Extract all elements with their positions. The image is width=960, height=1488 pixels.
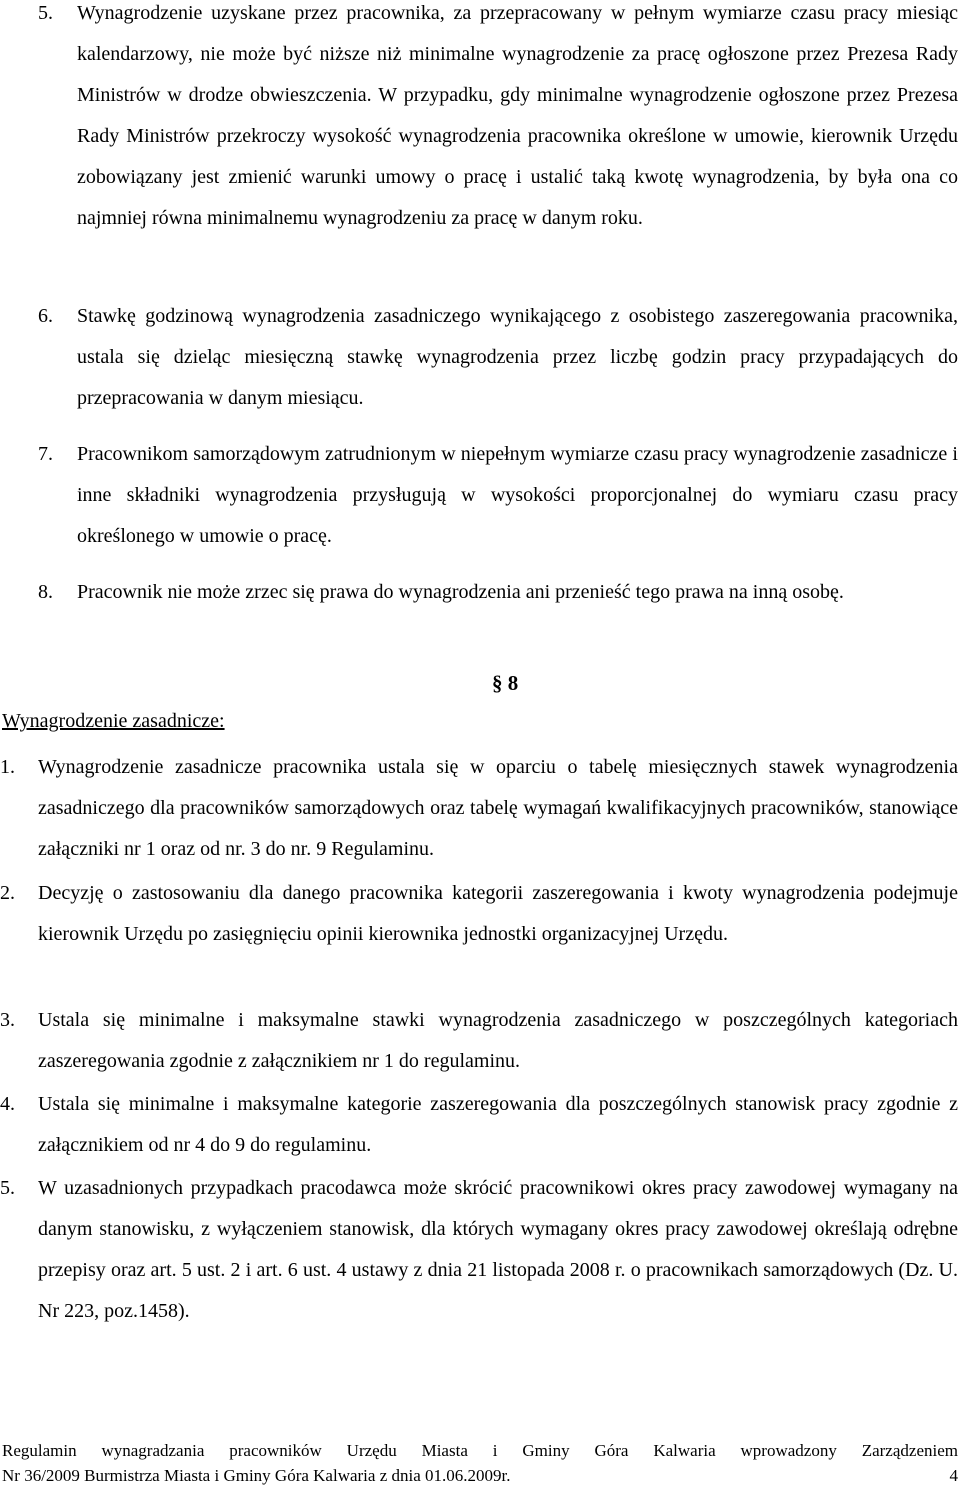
item-number: 2.: [0, 882, 15, 904]
item-text: Stawkę godzinową wynagrodzenia zasadniczego wynikającego z osobistego zaszeregowania pracownika, ustala się dzieląc miesięczną stawkę wynagrodzenia przez liczbę godzin pracy przypadających do przepracowania w danym miesiącu.: [77, 305, 958, 409]
item-number: 7.: [38, 443, 53, 465]
item-text: Wynagrodzenie uzyskane przez pracownika, za przepracowany w pełnym wymiarze czasu pracy miesiąc kalendarzowy, nie może być niższe niż minimalne wynagrodzenie za pracę ogłoszone przez Prezesa Rady Ministrów w drodze obwieszczenia. W przypadku, gdy minimalne wynagrodzenie ogłoszone przez Prezesa Rady Ministrów przekroczy wysokość wynagrodzenia pracownika określone w umowie, kierownik Urzędu zobowiązany jest zmienić warunki umowy o pracę i ustalić taką kwotę wynagrodzenia, by była ona co najmniej równa minimalnemu wynagrodzeniu za pracę w danym roku.: [77, 2, 958, 229]
item-number: 6.: [38, 305, 53, 327]
list-item: [38, 296, 958, 419]
item-number: 4.: [0, 1093, 15, 1115]
item-number: 8.: [38, 581, 53, 603]
item-number: 3.: [0, 1009, 15, 1031]
section-mark: § 8: [492, 671, 519, 695]
list-item: [38, 572, 958, 613]
item-text: Ustala się minimalne i maksymalne kategorie zaszeregowania dla poszczególnych stanowisk pracy zgodnie z załącznikiem od nr 4 do 9 do regulaminu.: [38, 1093, 958, 1156]
list-item: [38, 0, 958, 239]
item-text: Pracownik nie może zrzec się prawa do wynagrodzenia ani przenieść tego prawa na inną osobę.: [77, 581, 844, 603]
list-item: [0, 747, 958, 870]
footer-line-2-row: [2, 1463, 958, 1488]
item-text: Decyzję o zastosowaniu dla danego pracownika kategorii zaszeregowania i kwoty wynagrodzenia podejmuje kierownik Urzędu po zasięgnięciu opinii kierownika jednostki organizacyjnej Urzędu.: [38, 882, 958, 945]
list-item: [0, 1168, 958, 1332]
footer-line-1: Regulamin wynagradzania pracowników Urzędu Miasta i Gminy Góra Kalwaria wprowadzony Zarządzeniem: [2, 1441, 958, 1460]
footer-line-2: Nr 36/2009 Burmistrza Miasta i Gminy Góra Kalwaria z dnia 01.06.2009r.: [2, 1466, 511, 1485]
list-item: [0, 1084, 958, 1166]
item-number: 1.: [0, 756, 15, 778]
item-number: 5.: [38, 2, 53, 24]
item-text: Pracownikom samorządowym zatrudnionym w niepełnym wymiarze czasu pracy wynagrodzenie zasadnicze i inne składniki wynagrodzenia przysługują w wysokości proporcjonalnej do wymiaru czasu pracy określonego w umowie o pracę.: [77, 443, 958, 547]
page-number: 4: [949, 1466, 958, 1485]
item-number: 5.: [0, 1177, 15, 1199]
item-text: Ustala się minimalne i maksymalne stawki wynagrodzenia zasadniczego w poszczególnych kategoriach zaszeregowania zgodnie z załącznikiem nr 1 do regulaminu.: [38, 1009, 958, 1072]
item-text: W uzasadnionych przypadkach pracodawca może skrócić pracownikowi okres pracy zawodowej wymagany na danym stanowisku, z wyłączeniem stanowisk, dla których wymagany okres pracy zawodowej określają odrębne przepisy oraz art. 5 ust. 2 i art. 6 ust. 4 ustawy z dnia 21 listopada 2008 r. o pracownikach samorządowych (Dz. U. Nr 223, poz.1458).: [38, 1177, 958, 1322]
item-text: Wynagrodzenie zasadnicze pracownika ustala się w oparciu o tabelę miesięcznych stawek wynagrodzenia zasadniczego dla pracowników samorządowych oraz tabelę wymagań kwalifikacyjnych pracowników, stanowiące załączniki nr 1 oraz od nr. 3 do nr. 9 Regulaminu.: [38, 756, 958, 860]
list-item: [0, 1000, 958, 1082]
list-item: [0, 873, 958, 955]
page-footer: [2, 1438, 958, 1488]
list-item: [38, 434, 958, 557]
section-heading: Wynagrodzenie zasadnicze:: [2, 710, 225, 732]
